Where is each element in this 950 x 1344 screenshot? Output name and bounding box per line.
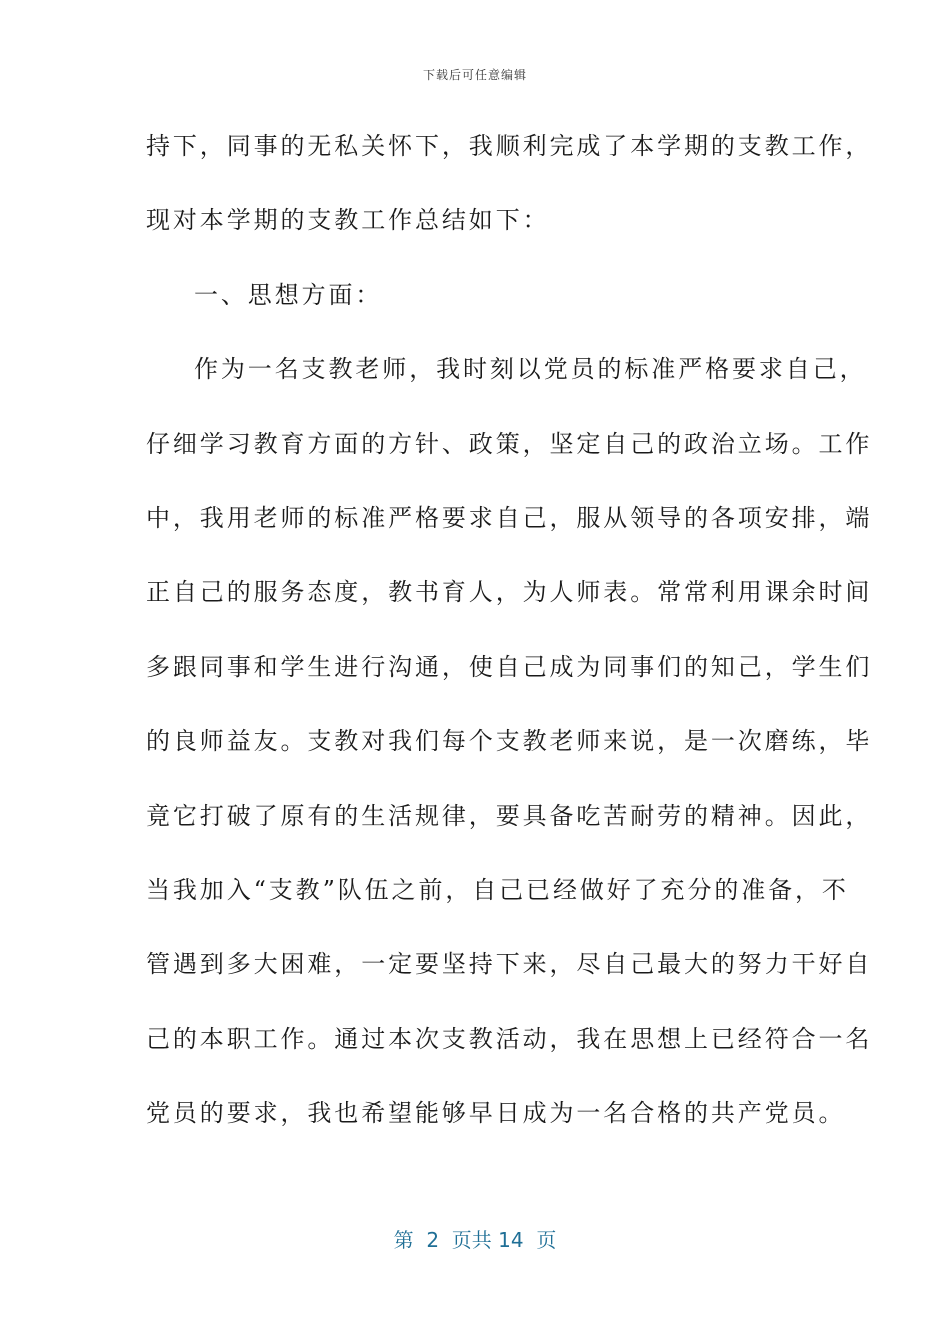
paragraph-line: 管遇到多大困难，一定要坚持下来，尽自己最大的努力干好自 — [146, 950, 873, 979]
document-body — [146, 121, 873, 1162]
page-header-note: 下载后可任意编辑 — [422, 68, 527, 82]
paragraph-line: 的良师益友。支教对我们每个支教老师来说，是一次磨练，毕 — [146, 727, 873, 756]
paragraph-line: 现对本学期的支教工作总结如下： — [146, 206, 550, 235]
paragraph-line: 当我加入“支教”队伍之前，自己已经做好了充分的准备，不 — [146, 875, 849, 904]
paragraph-line: 作为一名支教老师，我时刻以党员的标准严格要求自己， — [194, 355, 867, 384]
paragraph-line: 仔细学习教育方面的方针、政策，坚定自己的政治立场。工作 — [146, 429, 873, 458]
page-number: 第 2 页共 14 页 — [393, 1228, 557, 1252]
paragraph-line: 竟它打破了原有的生活规律，要具备吃苦耐劳的精神。因此， — [146, 801, 873, 830]
paragraph-line: 己的本职工作。通过本次支教活动，我在思想上已经符合一名 — [146, 1024, 873, 1053]
paragraph-line: 正自己的服务态度，教书育人，为人师表。常常利用课余时间 — [146, 578, 873, 607]
paragraph-line: 多跟同事和学生进行沟通，使自己成为同事们的知己，学生们 — [146, 652, 873, 681]
paragraph-line: 中，我用老师的标准严格要求自己，服从领导的各项安排，端 — [146, 503, 873, 532]
paragraph-line: 党员的要求，我也希望能够早日成为一名合格的共产党员。 — [146, 1099, 846, 1128]
section-heading: 一、思想方面： — [194, 280, 383, 309]
paragraph-line: 持下，同事的无私关怀下，我顺利完成了本学期的支教工作， — [146, 132, 873, 160]
